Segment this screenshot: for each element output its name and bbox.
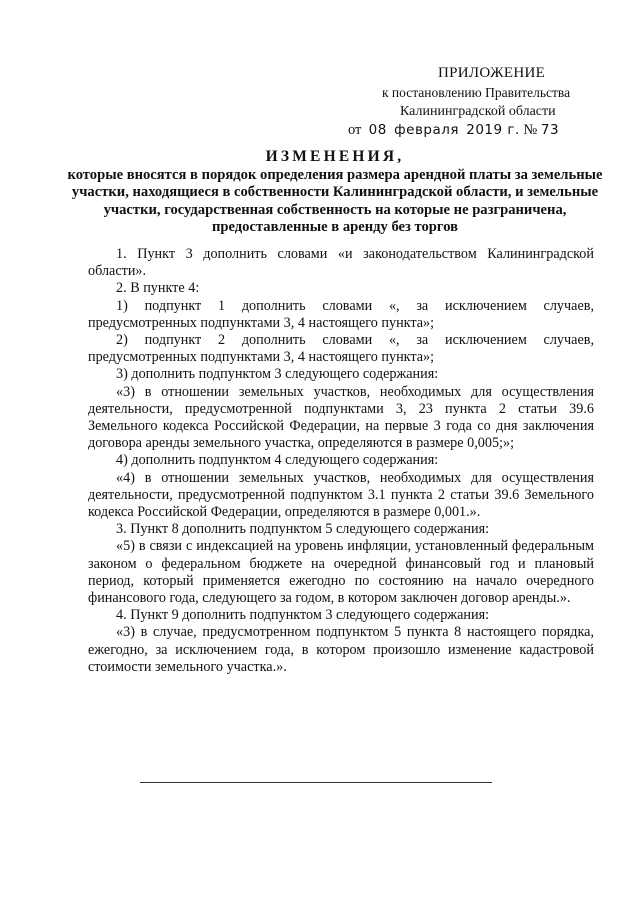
paragraph-7: 4) дополнить подпунктом 4 следующего содержания: — [116, 452, 439, 469]
date-prefix: от — [348, 122, 362, 138]
paragraph-4: 2) подпункт 2 дополнить словами «, за исключением случаев, предусмотренных подпунктами 3, 4 настоящего пункта»; — [88, 332, 594, 366]
paragraph-12: «3) в случае, предусмотренном подпунктом 5 пункта 8 настоящего порядка, ежегодно, за исключением года, в котором произошло изменение кадастровой стоимости земельного участка.». — [88, 624, 594, 675]
paragraph-8: «4) в отношении земельных участков, необходимых для осуществления деятельности, предусмотренной подпунктом 3.1 пункта 2 статьи 39.6 Земельного кодекса Российской Федерации, определяются в размере 0,001.». — [88, 469, 594, 521]
document-body — [88, 246, 594, 676]
appendix-block — [330, 64, 620, 140]
heading-subtitle: которые вносятся в порядок определения размера арендной платы за земельные участки, находящиеся в собственности Калининградской области, и земельные участки, государственная собственность на которые не разграничена, предоставленные в аренду без торгов — [67, 166, 603, 235]
date-day: 08 — [368, 122, 387, 138]
paragraph-6: «3) в отношении земельных участков, необходимых для осуществления деятельности, предусмотренной подпунктами 3, 23 пункта 2 статьи 39.6 Земельного кодекса Российской Федерации, на первые 3 года со дня заключения договора аренды земельного участка, определяются в размере 0,005;»; — [88, 383, 594, 452]
document-number: 73 — [540, 122, 560, 138]
paragraph-11: 4. Пункт 9 дополнить подпунктом 3 следующего содержания: — [116, 607, 490, 624]
paragraph-2: 2. В пункте 4: — [116, 280, 200, 297]
number-sign: № — [523, 122, 538, 138]
paragraph-1: 1. Пункт 3 дополнить словами «и законодательством Калининградской области». — [88, 246, 594, 280]
paragraph-9: 3. Пункт 8 дополнить подпунктом 5 следующего содержания: — [116, 521, 490, 538]
date-year: 2019 г. — [466, 122, 520, 138]
paragraph-5: 3) дополнить подпунктом 3 следующего содержания: — [116, 366, 439, 383]
document-heading — [60, 148, 610, 237]
appendix-resolution-line: к постановлению Правительства — [382, 85, 571, 100]
heading-title: ИЗМЕНЕНИЯ, — [265, 148, 405, 165]
paragraph-10: «5) в связи с индексацией на уровень инфляции, установленный федеральным законом о федеральном бюджете на очередной финансовый год и плановый период, который применяется ежегодно по состоянию на начало очередного финансового года, следующего за годом, в котором заключен договор аренды.». — [88, 538, 594, 607]
bottom-divider-line — [140, 782, 492, 783]
paragraph-3: 1) подпункт 1 дополнить словами «, за исключением случаев, предусмотренных подпунктами 3, 4 настоящего пункта»; — [88, 297, 594, 331]
appendix-title: ПРИЛОЖЕНИЕ — [438, 65, 546, 81]
date-month: февраля — [394, 122, 459, 138]
appendix-region-line: Калининградской области — [400, 104, 556, 119]
appendix-date-line — [330, 121, 620, 140]
